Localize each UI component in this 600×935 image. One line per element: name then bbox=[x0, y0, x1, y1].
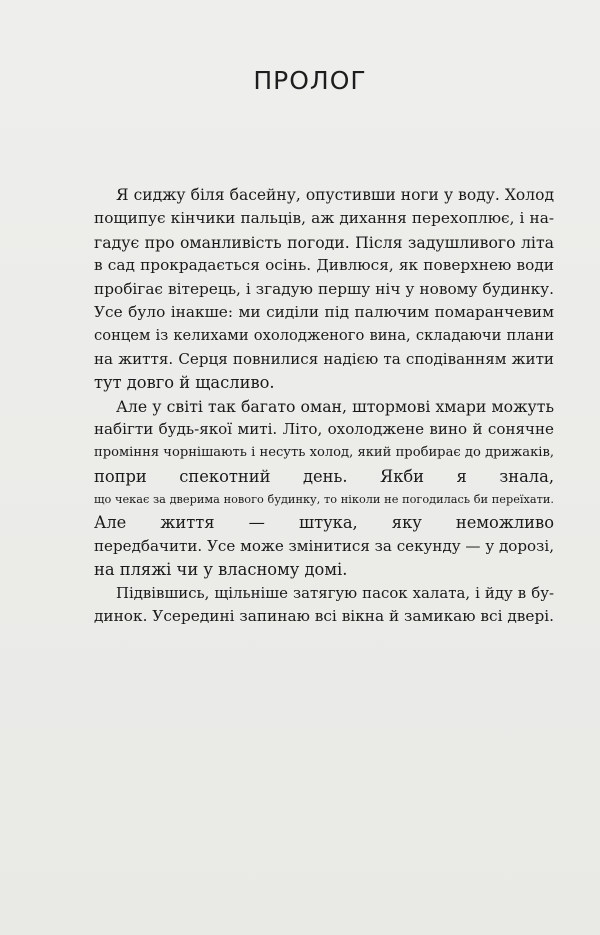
text-line: пощипує кінчики пальців, аж дихання перехоплює, і на- bbox=[94, 209, 554, 228]
text-line: сонцем із келихами охолодженого вина, складаючи плани bbox=[94, 327, 554, 345]
text-line: попри спекотний день. Якби я знала, bbox=[94, 466, 554, 486]
text-line: на пляжі чи у власному домі. bbox=[94, 560, 348, 580]
text-line: проміння чорнішають і несуть холод, який пробирає до дрижаків, bbox=[94, 445, 554, 461]
text-line: пробігає вітерець, і згадую першу ніч у новому будинку. bbox=[94, 279, 554, 298]
text-line: на життя. Серця повнилися надією та сподіванням жити bbox=[94, 349, 554, 368]
text-line: що чекає за дверима нового будинку, то ніколи не погодилась би переїхати. bbox=[94, 493, 554, 507]
paragraph-2 bbox=[94, 395, 554, 582]
body-text bbox=[94, 184, 554, 628]
text-line: Але у світі так багато оман, штормові хмари можуть bbox=[116, 396, 554, 416]
chapter-title: ПРОЛОГ bbox=[253, 66, 367, 95]
text-line: гадує про оманливість погоди. Після задушливого літа bbox=[94, 232, 554, 252]
text-line: тут довго й щасливо. bbox=[94, 373, 275, 393]
text-line: Підвівшись, щільніше затягую пасок халата, і йду в бу- bbox=[116, 583, 554, 602]
text-line: Усе було інакше: ми сиділи під палючим помаранчевим bbox=[94, 302, 554, 321]
text-line: динок. Усередині запинаю всі вікна й замикаю всі двері. bbox=[94, 607, 554, 626]
text-line: в сад прокрадається осінь. Дивлюся, як поверхнею води bbox=[94, 256, 554, 275]
text-line: Але життя — штука, яку неможливо bbox=[94, 513, 554, 533]
paragraph-1 bbox=[94, 184, 554, 395]
text-line: набігти будь-якої миті. Літо, охолоджене вино й сонячне bbox=[94, 419, 554, 438]
text-line: Я сиджу біля басейну, опустивши ноги у воду. Холод bbox=[116, 186, 554, 204]
text-line: передбачити. Усе може змінитися за секунду — у дорозі, bbox=[94, 536, 554, 555]
paragraph-3 bbox=[94, 582, 554, 629]
